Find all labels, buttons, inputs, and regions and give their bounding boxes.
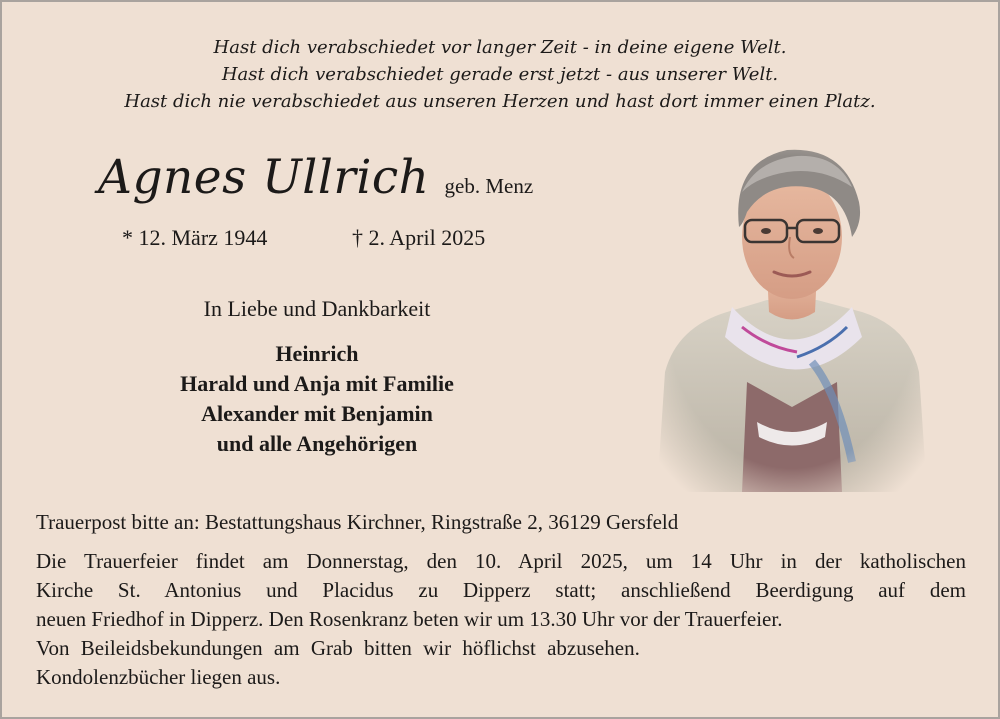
poem-line: Hast dich verabschiedet vor langer Zeit - in deine eigene Welt. (213, 37, 787, 58)
poem (2, 34, 998, 115)
service-line: Von Beileidsbekundungen am Grab bitten wir höflichst abzusehen. (36, 636, 640, 660)
poem-line: Hast dich verabschiedet gerade erst jetzt - aus unserer Welt. (221, 64, 779, 85)
service-line: neuen Friedhof in Dipperz. Den Rosenkranz beten wir um 13.30 Uhr vor der Trauerfeier. (36, 607, 783, 631)
mourners-list (112, 339, 522, 459)
deceased-name: Agnes Ullrich (98, 150, 430, 205)
maiden-name: geb. Menz (444, 174, 534, 198)
mourner: Harald und Anja mit Familie (180, 371, 454, 396)
poem-line: Hast dich nie verabschiedet aus unseren Herzen und hast dort immer einen Platz. (124, 91, 876, 112)
death-date: † 2. April 2025 (352, 225, 486, 250)
service-line: Die Trauerfeier findet am Donnerstag, den 10. April 2025, um 14 Uhr in der katholischen (36, 549, 966, 573)
thanks-line: In Liebe und Dankbarkeit (203, 296, 431, 321)
portrait-photo (647, 132, 937, 492)
mourner: Heinrich (275, 341, 359, 366)
service-line: Kirche St. Antonius und Placidus zu Dipperz statt; anschließend Beerdigung auf dem (36, 578, 966, 602)
trauerpost-address: Trauerpost bitte an: Bestattungshaus Kirchner, Ringstraße 2, 36129 Gersfeld (36, 510, 679, 534)
service-line: Kondolenzbücher liegen aus. (36, 665, 281, 689)
mourner: und alle Angehörigen (216, 431, 418, 456)
birth-date: * 12. März 1944 (122, 225, 268, 250)
service-information (36, 547, 966, 692)
name-row (98, 150, 533, 205)
mourner: Alexander mit Benjamin (201, 401, 433, 426)
